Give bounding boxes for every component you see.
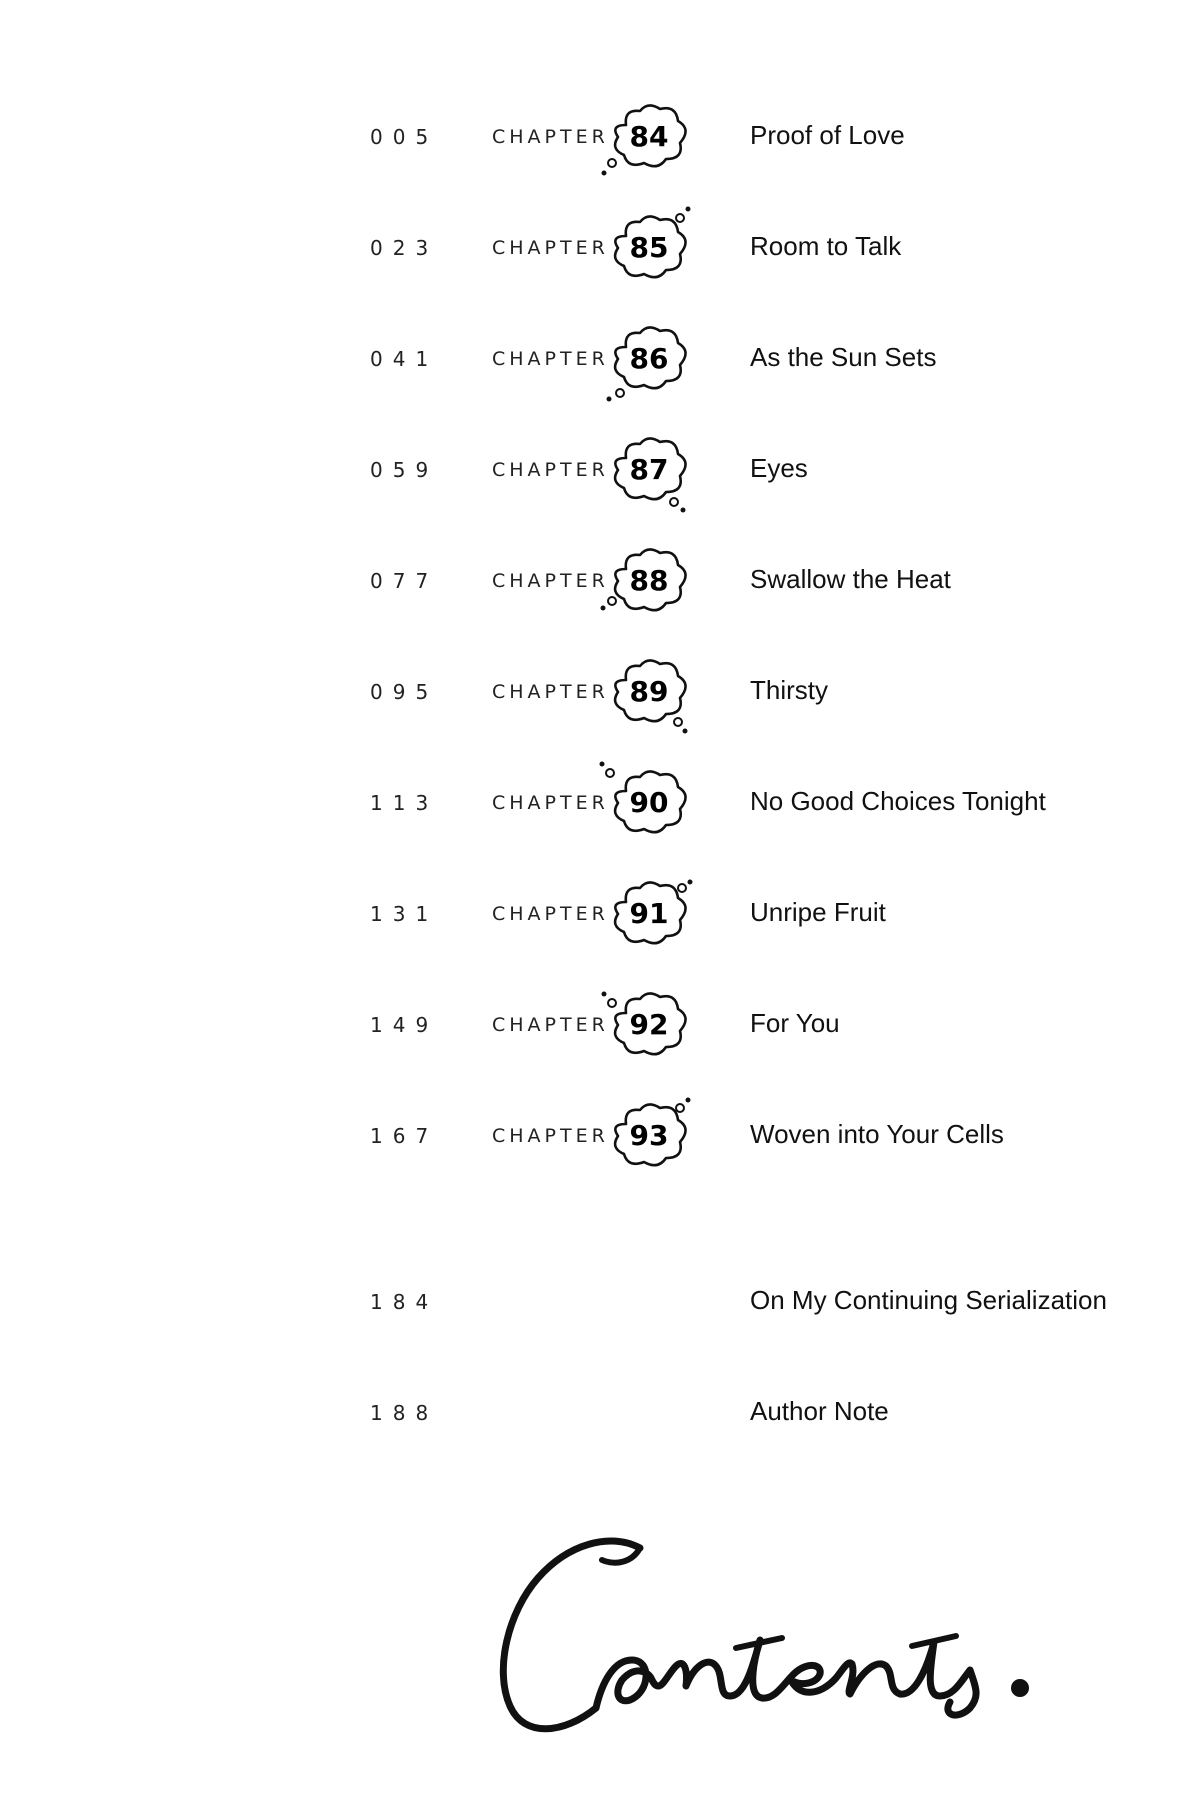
- toc-entry-serialization[interactable]: [0, 1260, 1200, 1350]
- toc-entry-chapter-90[interactable]: [0, 761, 1200, 851]
- thought-bubble-icon: [596, 539, 696, 629]
- section-title: Author Note: [750, 1396, 889, 1426]
- chapter-title: As the Sun Sets: [750, 342, 937, 372]
- chapter-label: CHAPTER: [492, 681, 609, 703]
- page-number: 077: [370, 569, 439, 593]
- thought-bubble-icon: [596, 1094, 696, 1184]
- toc-entry-chapter-86[interactable]: [0, 317, 1200, 407]
- chapter-number: 90: [629, 786, 669, 819]
- thought-bubble-icon: [596, 761, 696, 851]
- chapter-label: CHAPTER: [492, 903, 609, 925]
- page-number: 184: [370, 1290, 439, 1314]
- chapter-number: 84: [629, 120, 669, 153]
- thought-bubble-icon: [596, 650, 696, 740]
- chapter-number: 86: [629, 342, 669, 375]
- chapter-label: CHAPTER: [492, 459, 609, 481]
- toc-entry-chapter-85[interactable]: [0, 206, 1200, 296]
- chapter-number: 87: [629, 453, 669, 486]
- page-number: 167: [370, 1124, 439, 1148]
- chapter-title: For You: [750, 1008, 840, 1038]
- page-number: 188: [370, 1401, 439, 1425]
- thought-bubble-icon: [596, 206, 696, 296]
- page-number: 149: [370, 1013, 439, 1037]
- thought-bubble-icon: [596, 317, 696, 407]
- chapter-label: CHAPTER: [492, 792, 609, 814]
- chapter-label: CHAPTER: [492, 1014, 609, 1036]
- page-number: 131: [370, 902, 439, 926]
- chapter-number: 91: [629, 897, 669, 930]
- toc-entry-chapter-88[interactable]: [0, 539, 1200, 629]
- chapter-title: Eyes: [750, 453, 808, 483]
- thought-bubble-icon: [596, 983, 696, 1073]
- chapter-title: Proof of Love: [750, 120, 905, 150]
- chapter-title: Thirsty: [750, 675, 828, 705]
- page-number: 095: [370, 680, 439, 704]
- toc-entry-chapter-84[interactable]: [0, 95, 1200, 185]
- toc-entry-chapter-87[interactable]: [0, 428, 1200, 518]
- toc-entry-author-note[interactable]: [0, 1371, 1200, 1461]
- page-number: 005: [370, 125, 439, 149]
- chapter-title: Room to Talk: [750, 231, 902, 261]
- page-number: 041: [370, 347, 439, 371]
- chapter-title: Woven into Your Cells: [750, 1119, 1004, 1149]
- page-number: 023: [370, 236, 439, 260]
- chapter-number: 92: [629, 1008, 669, 1041]
- chapter-number: 88: [629, 564, 669, 597]
- contents-script-heading: [490, 1520, 1110, 1760]
- thought-bubble-icon: [596, 428, 696, 518]
- chapter-title: No Good Choices Tonight: [750, 786, 1046, 816]
- thought-bubble-icon: [596, 872, 696, 962]
- chapter-number: 85: [629, 231, 669, 264]
- thought-bubble-icon: [596, 95, 696, 185]
- chapter-label: CHAPTER: [492, 126, 609, 148]
- page-number: 059: [370, 458, 439, 482]
- chapter-label: CHAPTER: [492, 570, 609, 592]
- toc-entry-chapter-91[interactable]: [0, 872, 1200, 962]
- chapter-number: 89: [629, 675, 669, 708]
- chapter-label: CHAPTER: [492, 348, 609, 370]
- section-title: On My Continuing Serialization: [750, 1285, 1107, 1315]
- chapter-title: Swallow the Heat: [750, 564, 951, 594]
- chapter-number: 93: [629, 1119, 669, 1152]
- toc-entry-chapter-93[interactable]: [0, 1094, 1200, 1184]
- toc-entry-chapter-92[interactable]: [0, 983, 1200, 1073]
- chapter-label: CHAPTER: [492, 1125, 609, 1147]
- chapter-label: CHAPTER: [492, 237, 609, 259]
- chapter-title: Unripe Fruit: [750, 897, 886, 927]
- toc-entry-chapter-89[interactable]: [0, 650, 1200, 740]
- page-number: 113: [370, 791, 439, 815]
